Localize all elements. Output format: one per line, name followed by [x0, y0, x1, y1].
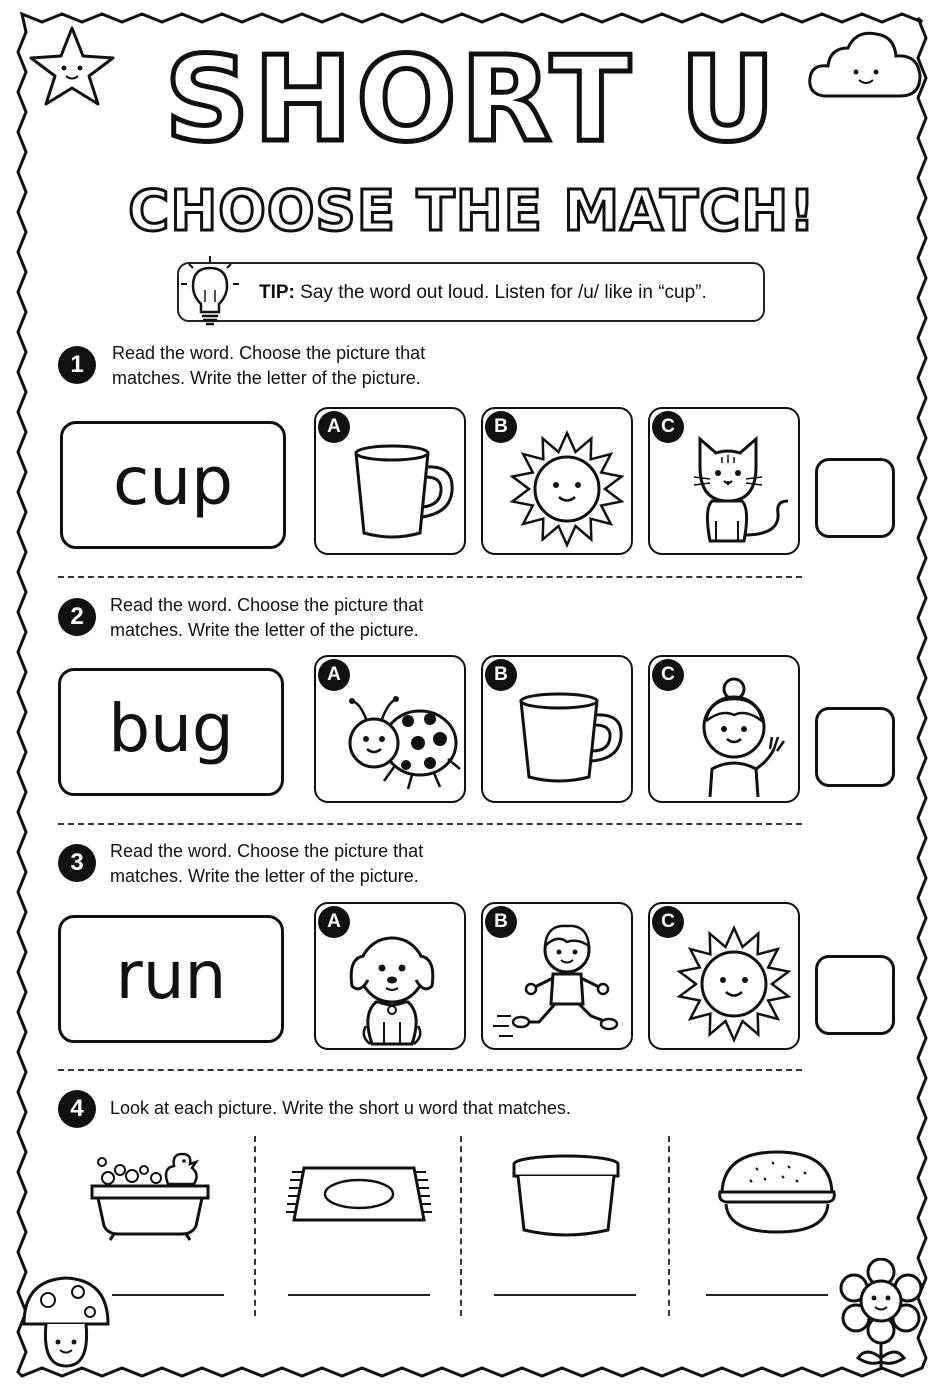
column-divider — [254, 1136, 256, 1316]
question-2-instruction — [110, 593, 423, 643]
flower-icon — [836, 1258, 926, 1372]
bun-icon — [716, 1148, 838, 1236]
option-3a[interactable] — [314, 902, 466, 1050]
mushroom-icon — [18, 1272, 114, 1372]
word-card-run: run — [58, 915, 284, 1043]
write-line-2[interactable] — [288, 1294, 430, 1296]
option-letter: A — [318, 906, 350, 938]
option-letter: C — [652, 659, 684, 691]
option-1a[interactable] — [314, 407, 466, 555]
question-4-instruction: Look at each picture. Write the short u word that matches. — [110, 1098, 571, 1118]
question-1-number: 1 — [58, 346, 96, 384]
option-2c[interactable] — [648, 655, 800, 803]
instruction-line: matches. Write the letter of the picture. — [112, 368, 421, 388]
option-1c[interactable] — [648, 407, 800, 555]
instruction-line: matches. Write the letter of the picture. — [110, 866, 419, 886]
option-2b[interactable] — [481, 655, 633, 803]
word-card-bug: bug — [58, 668, 284, 796]
instruction-line: matches. Write the letter of the picture. — [110, 620, 419, 640]
instruction-line: Read the word. Choose the picture that — [110, 841, 424, 861]
question-3-instruction — [110, 839, 423, 889]
column-divider — [460, 1136, 462, 1316]
write-line-4[interactable] — [706, 1294, 828, 1296]
option-letter: B — [485, 659, 517, 691]
option-2a[interactable] — [314, 655, 466, 803]
option-letter: C — [652, 906, 684, 938]
option-letter: A — [318, 411, 350, 443]
lightbulb-icon — [175, 254, 245, 334]
answer-box-1[interactable] — [815, 458, 895, 538]
tip-box — [177, 262, 765, 322]
option-3c[interactable] — [648, 902, 800, 1050]
option-letter: A — [318, 659, 350, 691]
option-letter: C — [652, 411, 684, 443]
section-divider — [58, 576, 802, 578]
tip-text — [259, 282, 707, 304]
option-letter: B — [485, 411, 517, 443]
question-2-number: 2 — [58, 598, 96, 636]
option-1b[interactable] — [481, 407, 633, 555]
answer-box-2[interactable] — [815, 707, 895, 787]
rug-icon — [284, 1162, 434, 1228]
word-card-cup: cup — [60, 421, 286, 549]
tip-body: Say the word out loud. Listen for /u/ like in “cup”. — [300, 282, 707, 303]
write-line-1[interactable] — [112, 1294, 224, 1296]
section-divider — [58, 1069, 802, 1071]
bathtub-icon — [84, 1148, 216, 1242]
question-1-instruction — [112, 341, 425, 391]
option-3b[interactable] — [481, 902, 633, 1050]
question-3-number: 3 — [58, 844, 96, 882]
question-4-number: 4 — [58, 1090, 96, 1128]
page-subtitle: CHOOSE THE MATCH! — [128, 179, 816, 244]
section-divider — [58, 823, 802, 825]
write-line-3[interactable] — [494, 1294, 636, 1296]
tip-label: TIP: — [259, 282, 295, 303]
column-divider — [668, 1136, 670, 1316]
page-title: SHORT U — [164, 30, 780, 168]
tub-icon — [508, 1152, 624, 1240]
instruction-line: Read the word. Choose the picture that — [112, 343, 426, 363]
option-letter: B — [485, 906, 517, 938]
answer-box-3[interactable] — [815, 955, 895, 1035]
instruction-line: Read the word. Choose the picture that — [110, 595, 424, 615]
